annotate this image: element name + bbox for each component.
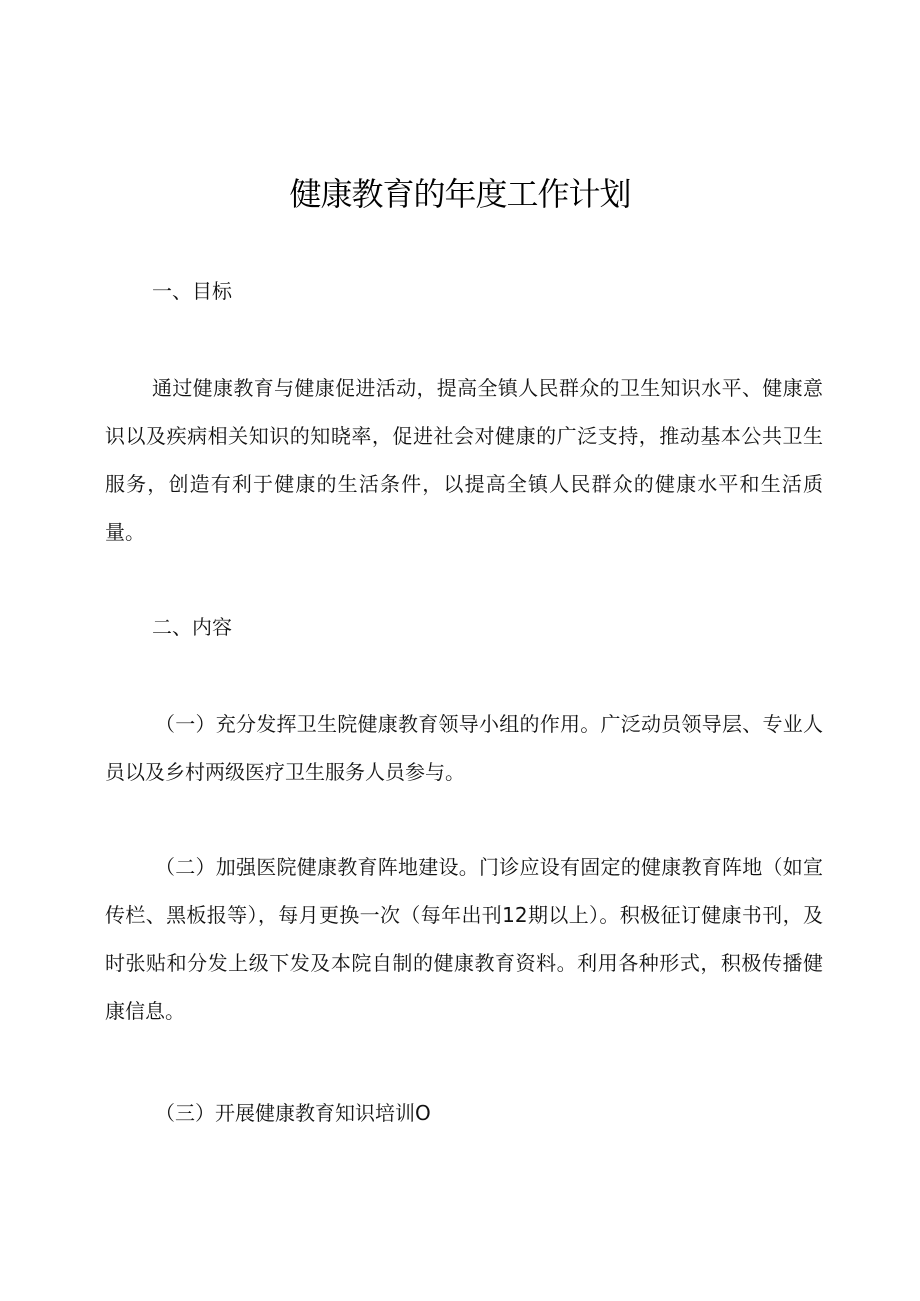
document-title: 健康教育的年度工作计划 [289,175,631,213]
paragraph-content-1: （一）充分发挥卫生院健康教育领导小组的作用。广泛动员领导层、专业人员以及乡村两级医疗卫生服务人员参与。 [105,712,823,784]
paragraph-content-2: （二）加强医院健康教育阵地建设。门诊应设有固定的健康教育阵地（如宣传栏、黑板报等），每月更换一次（每年出刊12期以上）。积极征订健康书刊，及时张贴和分发上级下发及本院自制的健康教育资料。利用各种形式，积极传播健康信息。 [105,855,823,1023]
paragraph-content-3: （三）开展健康教育知识培训O [155,1101,431,1125]
section-heading-content: 二、内容 [152,615,232,639]
paragraph-goal: 通过健康教育与健康促进活动，提高全镇人民群众的卫生知识水平、健康意识以及疾病相关知识的知晓率，促进社会对健康的广泛支持，推动基本公共卫生服务，创造有利于健康的生活条件，以提高全镇人民群众的健康水平和生活质量。 [105,376,823,544]
section-heading-goal: 一、目标 [152,279,232,303]
